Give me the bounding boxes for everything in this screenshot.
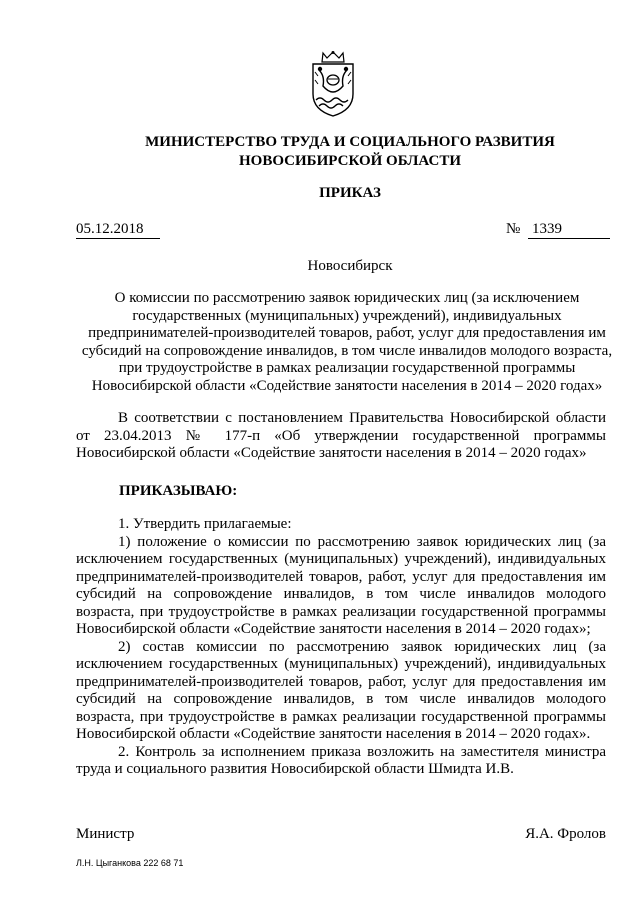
document-type-title: ПРИКАЗ (319, 185, 381, 201)
signatory-position: Министр (76, 826, 135, 842)
item-1: 1. Утвердить прилагаемые: (118, 516, 292, 532)
number-sign: № (506, 221, 521, 237)
order-subject: О комиссии по рассмотрению заявок юридических лиц (за исключением государственных (муниципальных) учреждений), индивидуальных предпринимателей-производителей товаров, работ, услуг для предоставления им субсидий на сопровождение инвалидов, в том числе инвалидов молодого возраста, при трудоустройстве в рамках реализации государственной программы Новосибирской области «Содействие занятости населения в 2014 – 2020 годах» (81, 290, 613, 394)
order-body (76, 516, 606, 779)
city-name: Новосибирск (307, 258, 393, 274)
item-2: 2. Контроль за исполнением приказа возложить на заместителя министра труда и социального развития Новосибирской области Шмидта И.В. (76, 743, 606, 777)
signatory-name: Я.А. Фролов (525, 826, 606, 842)
executor-contact: Л.Н. Цыганкова 222 68 71 (76, 858, 184, 868)
orders-heading: ПРИКАЗЫВАЮ: (119, 483, 238, 499)
ministry-name-line2: НОВОСИБИРСКОЙ ОБЛАСТИ (238, 153, 462, 169)
item-1-sub-1: 1) положение о комиссии по рассмотрению заявок юридических лиц (за исключением государственных (муниципальных) учреждений), индивидуальных предпринимателей-производителей товаров, работ, услуг для предоставления им субсидий на сопровождение инвалидов, в том числе инвалидов молодого возраста, при трудоустройстве в рамках реализации государственной программы Новосибирской области «Содействие занятости населения в 2014 – 2020 годах»; (76, 533, 606, 637)
coat-of-arms-icon (306, 50, 360, 118)
order-number: 1339 (528, 221, 610, 239)
order-date: 05.12.2018 (76, 221, 160, 239)
item-1-sub-2: 2) состав комиссии по рассмотрению заявок юридических лиц (за исключением государственных (муниципальных) учреждений), индивидуальных предпринимателей-производителей товаров, работ, услуг для предоставления им субсидий на сопровождение инвалидов, в том числе инвалидов молодого возраста, при трудоустройстве в рамках реализации государственной программы Новосибирской области «Содействие занятости населения в 2014 – 2020 годах». (76, 638, 606, 742)
ministry-name-line1: МИНИСТЕРСТВО ТРУДА И СОЦИАЛЬНОГО РАЗВИТИЯ (145, 134, 555, 150)
preamble-paragraph: В соответствии с постановлением Правительства Новосибирской области от 23.04.2013 № 177-п «Об утверждении государственной программы Новосибирской области «Содействие занятости населения в 2014 – 2020 годах» (76, 410, 606, 461)
